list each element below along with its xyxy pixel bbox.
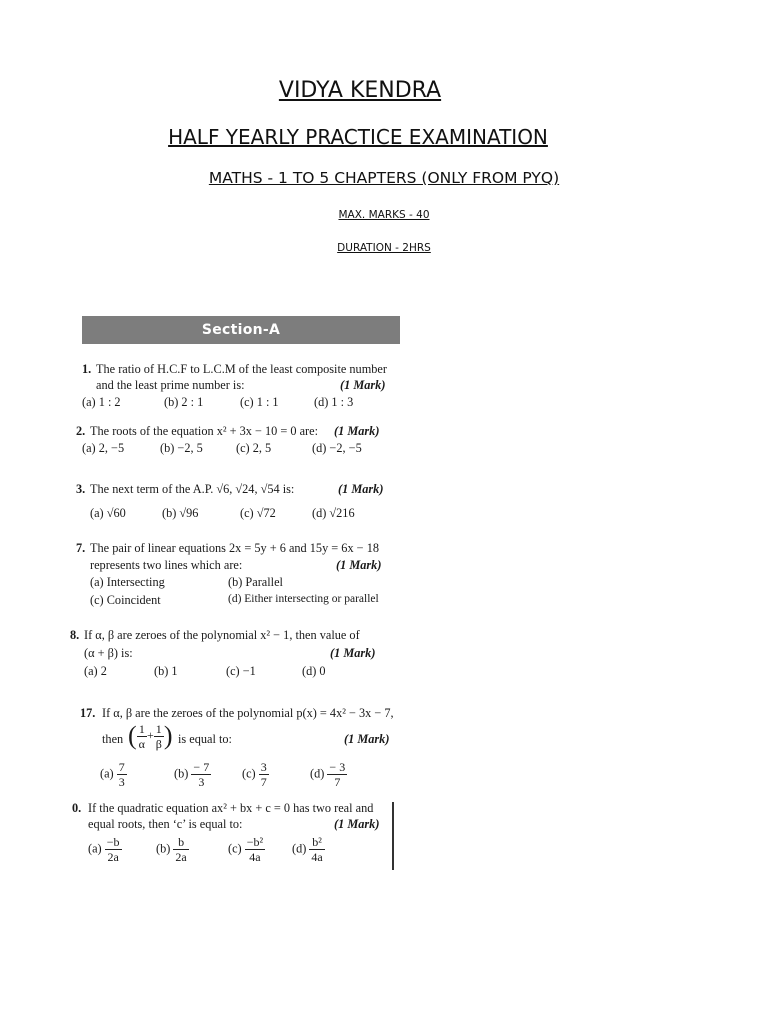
mark-label: (1 Mark) (334, 817, 380, 831)
exam-title: HALF YEARLY PRACTICE EXAMINATION (168, 125, 548, 149)
option-c: (c) 1 : 1 (240, 395, 279, 409)
reciprocal-sum-expression: ( $\frac{1}{\alpha}$ + $\frac{1}{\beta}$ ) (128, 721, 173, 751)
question-text: If α, β are the zeroes of the polynomial p(x) = 4x² − 3x − 7, (102, 706, 394, 720)
option-c: (c) −1 (226, 664, 256, 678)
question-text: then (102, 732, 124, 746)
option-c: (c) √72 (240, 506, 276, 520)
mark-label: (1 Mark) (340, 378, 386, 392)
mark-label: (1 Mark) (344, 732, 390, 746)
option-c: (c) $\frac{3}{7}$ (242, 760, 267, 789)
mark-label: (1 Mark) (336, 558, 382, 572)
option-a: (a) 2 (84, 664, 107, 678)
max-marks: MAX. MARKS - 40 (338, 209, 430, 221)
question-number: 0. (72, 801, 82, 815)
option-d: (d) 1 : 3 (314, 395, 354, 409)
subject-line: MATHS - 1 TO 5 CHAPTERS (ONLY FROM PYQ) (208, 169, 560, 187)
question-17 (80, 706, 396, 790)
question-text: The next term of the A.P. √6, √24, √54 is: (90, 482, 295, 496)
question-1 (82, 362, 400, 412)
option-d: (d) $\frac{\text{b²}}{4a}$ (292, 835, 323, 864)
option-d: (d) √216 (312, 506, 355, 520)
option-b: (b) 2 : 1 (164, 395, 204, 409)
school-name: VIDYA KENDRA (278, 78, 442, 103)
question-text: represents two lines which are: (90, 558, 243, 572)
option-b: (b) −2, 5 (160, 441, 203, 455)
mark-label: (1 Mark) (334, 424, 380, 438)
question-number: 3. (76, 482, 86, 496)
question-text: is equal to: (178, 732, 232, 746)
option-b: (b) Parallel (228, 575, 283, 589)
option-d: (d) −2, −5 (312, 441, 362, 455)
mark-label: (1 Mark) (338, 482, 384, 496)
question-text: (α + β) is: (84, 646, 133, 660)
option-a: (a) 1 : 2 (82, 395, 121, 409)
option-c: (c) Coincident (90, 593, 161, 607)
option-a: (a) Intersecting (90, 575, 165, 589)
option-a: (a) $\frac{7}{3}$ (100, 760, 125, 789)
section-a-banner: Section-A (82, 316, 400, 344)
question-number: 2. (76, 424, 86, 438)
option-a: (a) 2, −5 (82, 441, 125, 455)
question-text: and the least prime number is: (96, 378, 245, 392)
question-2 (76, 424, 394, 460)
option-b: (b) √96 (162, 506, 199, 520)
question-number: 8. (70, 628, 80, 642)
question-8 (70, 628, 390, 680)
question-10 (72, 801, 390, 871)
option-d: (d) 0 (302, 664, 326, 678)
option-a: (a) $\frac{-b}{2a}$ (88, 835, 120, 864)
question-number: 1. (82, 362, 92, 376)
option-b: (b) 1 (154, 664, 178, 678)
margin-rule (392, 802, 394, 870)
question-number: 17. (80, 706, 96, 720)
option-c: (c) $\frac{\text{−b²}}{4a}$ (228, 835, 264, 864)
option-d: (d) $\frac{- 3}{7}$ (310, 760, 346, 789)
mark-label: (1 Mark) (330, 646, 376, 660)
question-3 (76, 482, 394, 522)
option-b: (b) $\frac{b}{2a}$ (156, 835, 187, 864)
question-text: If the quadratic equation ax² + bx + c = 0 has two real and (88, 801, 374, 815)
question-number: 7. (76, 541, 86, 555)
duration: DURATION - 2HRS (337, 242, 431, 254)
option-d: (d) Either intersecting or parallel (228, 593, 379, 605)
option-c: (c) 2, 5 (236, 441, 272, 455)
question-text: The ratio of H.C.F to L.C.M of the least composite number (96, 362, 387, 376)
question-text: The pair of linear equations 2x = 5y + 6 and 15y = 6x − 18 (90, 541, 379, 555)
option-b: (b) $\frac{- 7}{3}$ (174, 760, 210, 789)
question-text: If α, β are zeroes of the polynomial x² − 1, then value of (84, 628, 360, 642)
question-text: equal roots, then ‘c’ is equal to: (88, 817, 243, 831)
question-7 (76, 541, 396, 611)
question-text: The roots of the equation x² + 3x − 10 = 0 are: (90, 424, 319, 438)
option-a: (a) √60 (90, 506, 126, 520)
